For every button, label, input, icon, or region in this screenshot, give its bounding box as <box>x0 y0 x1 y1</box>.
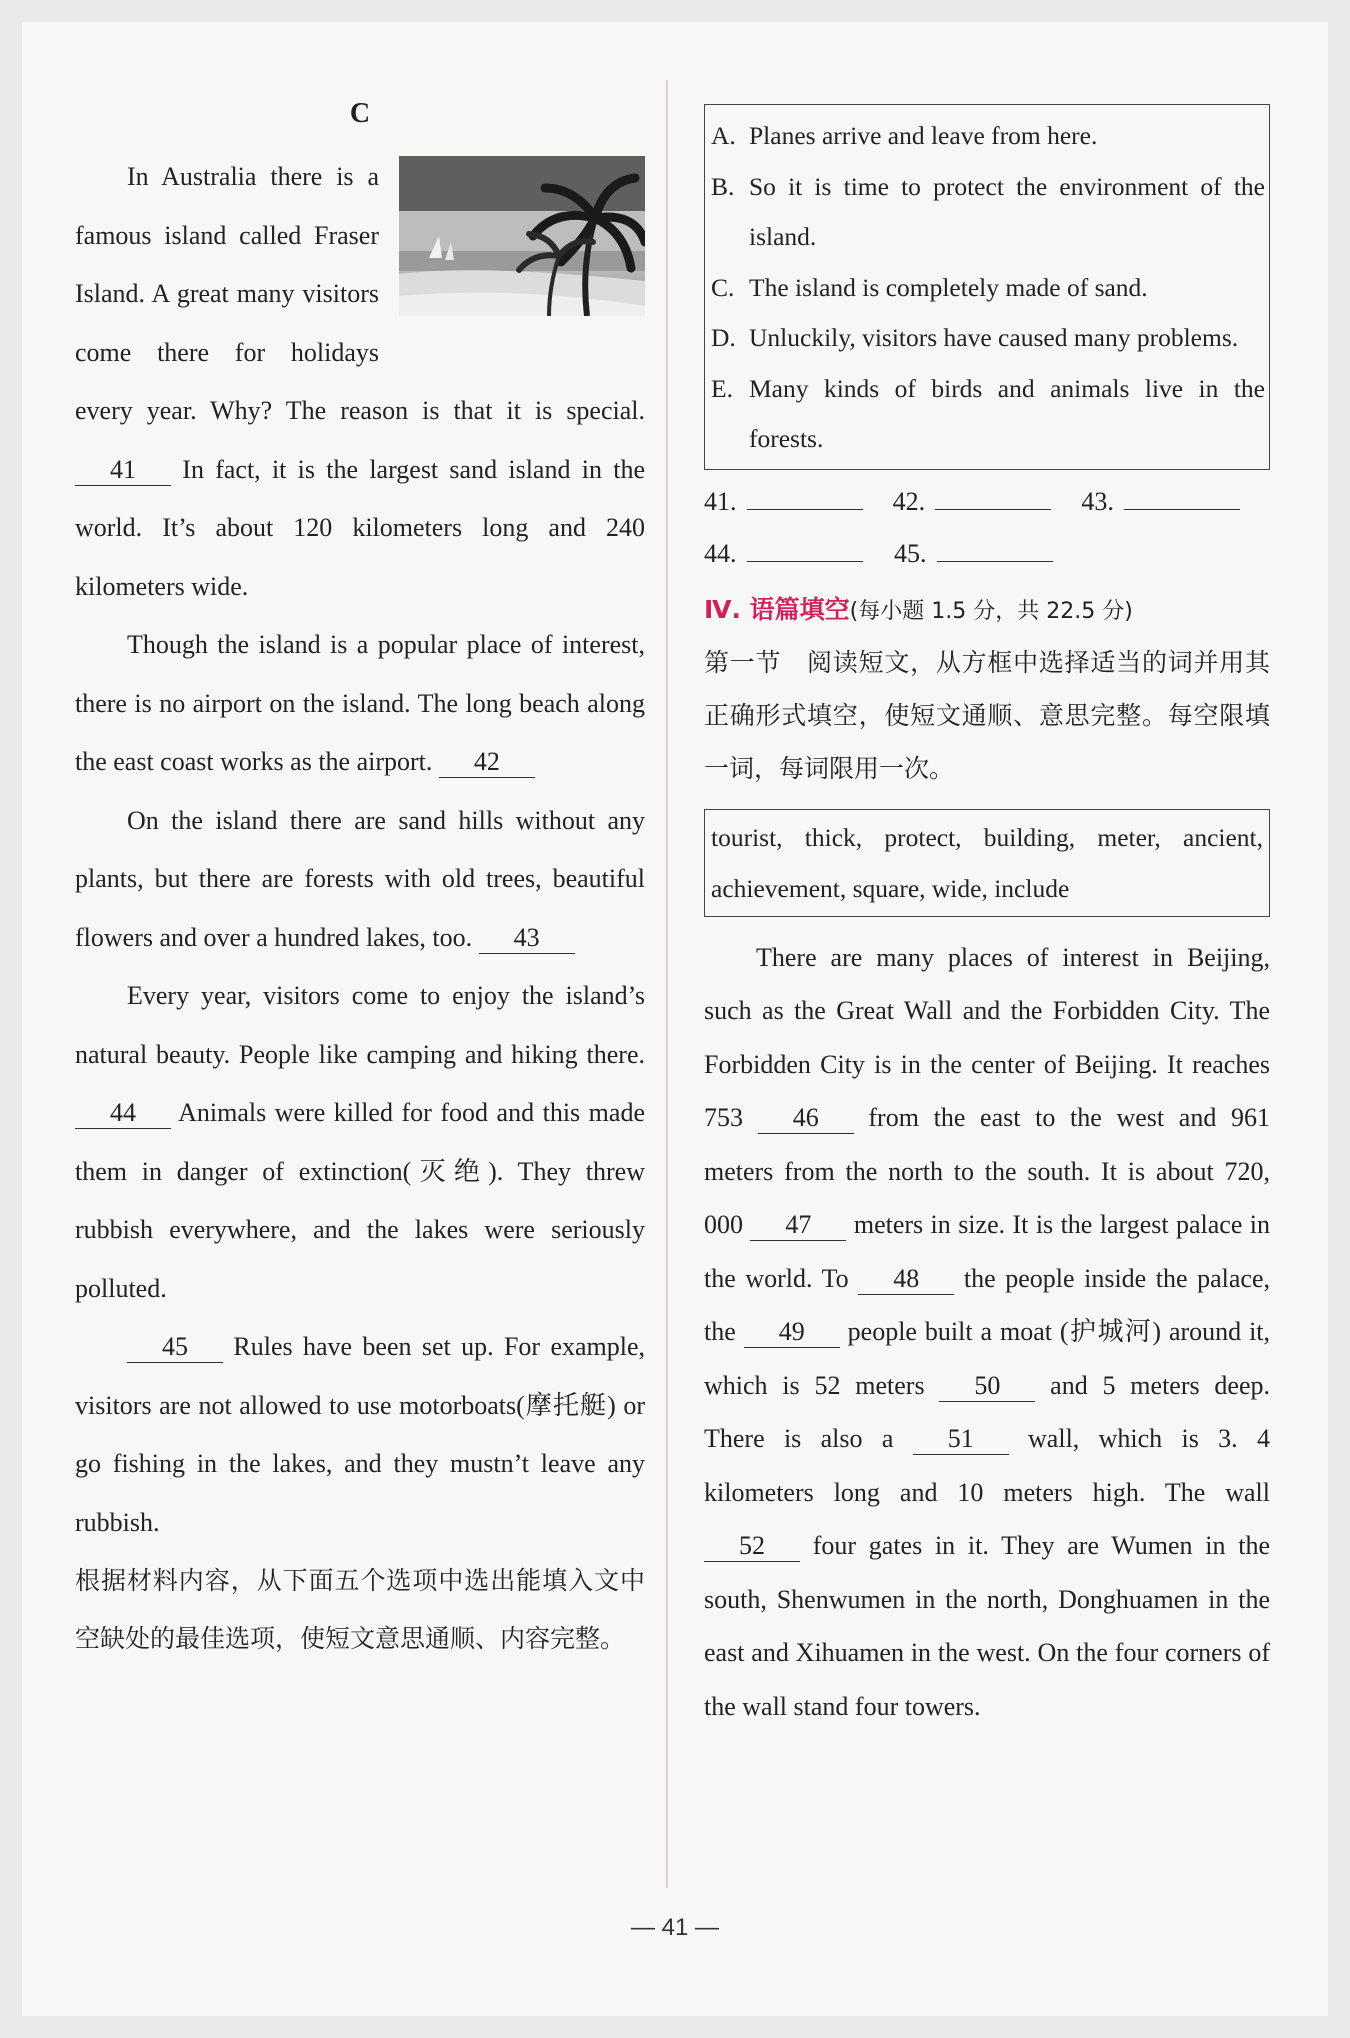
answer-label: 45. <box>894 538 927 568</box>
blank-52[interactable]: 52 <box>704 1531 800 1562</box>
instruction-chinese: 根据材料内容，从下面五个选项中选出能填入文中空缺处的最佳选项，使短文意思通顺、内容完整。 <box>75 1566 645 1653</box>
option-letter: D. <box>711 323 736 352</box>
passage-c-paragraph-5 <box>75 1318 645 1552</box>
blank-46[interactable]: 46 <box>758 1103 854 1134</box>
answer-label: 44. <box>704 538 737 568</box>
option-text: Unluckily, visitors have caused many problems. <box>749 323 1239 352</box>
options-box <box>704 104 1270 470</box>
answer-label: 43. <box>1081 486 1114 516</box>
option-text: Planes arrive and leave from here. <box>749 121 1098 150</box>
option-letter: B. <box>711 171 735 201</box>
answer-44 <box>704 528 894 580</box>
answer-41-line[interactable] <box>747 487 863 510</box>
blank-49[interactable]: 49 <box>744 1317 840 1348</box>
p2-s3: meters in size. It is the largest palace in the world. To <box>704 1210 1271 1293</box>
answer-41 <box>704 476 893 528</box>
p4-text-b: Animals were killed for food and this made them in danger of extinction(灭绝). They threw rubbish everywhere, and the lakes were seriously polluted. <box>75 1098 645 1303</box>
section-4-score-note: (每小题 1.5 分，共 22.5 分) <box>849 598 1133 624</box>
answer-42 <box>893 476 1082 528</box>
section-4-heading <box>704 586 1270 636</box>
blank-45[interactable]: 45 <box>127 1332 223 1363</box>
blank-47[interactable]: 47 <box>750 1210 846 1241</box>
beach-palm-photo <box>399 156 645 316</box>
blank-48[interactable]: 48 <box>858 1264 954 1295</box>
answer-43-line[interactable] <box>1124 487 1240 510</box>
option-d <box>711 313 1265 364</box>
p3-text: On the island there are sand hills without any plants, but there are forests with old trees, beautiful flowers and over a hundred lakes, too. <box>75 805 645 952</box>
p2-s7: wall, which is 3. 4 kilometers long and 10 meters high. The wall <box>704 1424 1270 1507</box>
blank-50[interactable]: 50 <box>939 1371 1035 1402</box>
answer-44-line[interactable] <box>747 539 863 562</box>
passage-beijing-paragraph <box>704 931 1270 1734</box>
column-divider <box>666 80 668 1888</box>
passage-beijing <box>704 931 1270 1734</box>
section-4-direction: 第一节 阅读短文，从方框中选择适当的词并用其正确形式填空，使短文通顺、意思完整。每空限填一词，每词限用一次。 <box>704 647 1270 783</box>
p5-text: Rules have been set up. For example, visitors are not allowed to use motorboats(摩托艇) or go fishing in the lakes, and they mustn’t leave any rubbish. <box>75 1332 646 1537</box>
p2-s1: There are many places of interest in Beijing, such as the Great Wall and the Forbidden City. The Forbidden City is in the center of Beijing. It reaches 753 <box>704 942 1270 1132</box>
blank-51[interactable]: 51 <box>913 1424 1009 1455</box>
option-c <box>711 263 1265 314</box>
option-text: So it is time to protect the environment of the island. <box>749 171 1265 251</box>
beach-photo-svg <box>399 156 645 316</box>
section-letter: C <box>349 98 371 129</box>
p2-s6: and 5 meters deep. There is also a <box>704 1370 1270 1453</box>
blank-44[interactable]: 44 <box>75 1098 171 1129</box>
answer-45-line[interactable] <box>937 539 1053 562</box>
blank-42[interactable]: 42 <box>439 747 535 778</box>
answer-45 <box>894 528 1084 580</box>
option-a <box>711 111 1265 162</box>
answer-42-line[interactable] <box>935 487 1051 510</box>
p2-s2: from the east to the west and 961 meters from the north to the south. It is about 720, 000 <box>704 1103 1271 1239</box>
p1-text-a: In Australia there is a famous island called Fraser Island. A great many visitors come there for holidays every year. Why? The reason is that it is special. <box>75 162 645 425</box>
answer-43 <box>1081 476 1270 528</box>
p2-s8: four gates in it. They are Wumen in the south, Shenwumen in the north, Donghuamen in the east and Xihuamen in the west. On the four corners of the wall stand four towers. <box>704 1531 1270 1721</box>
p2-text: Though the island is a popular place of interest, there is no airport on the island. The long beach along the east coast works as the airport. <box>75 630 645 776</box>
passage-c-paragraph-2 <box>75 616 645 792</box>
p1-text-b: In fact, it is the largest sand island in the world. It’s about 120 kilometers long and 240 kilometers wide. <box>75 454 645 601</box>
p4-text-a: Every year, visitors come to enjoy the island’s natural beauty. People like camping and hiking there. <box>75 981 645 1069</box>
answer-row-1 <box>704 476 1270 528</box>
answer-label: 41. <box>704 486 737 516</box>
passage-c-paragraph-4 <box>75 967 645 1318</box>
right-column <box>704 104 1270 1733</box>
p2-s5: people built a moat (护城河) around it, which is 52 meters <box>704 1317 1271 1400</box>
page-number: — 41 — <box>630 1914 720 1941</box>
option-e <box>711 364 1265 465</box>
option-letter: A. <box>711 121 736 150</box>
option-letter: E. <box>711 373 733 403</box>
passage-c-paragraph-3 <box>75 792 645 968</box>
word-bank-box: tourist, thick, protect, building, meter, ancient, achievement, square, wide, include <box>704 809 1270 917</box>
option-text: The island is completely made of sand. <box>749 272 1148 302</box>
p2-s4: the people inside the palace, the <box>704 1263 1271 1346</box>
answer-row-2 <box>704 528 1270 580</box>
blank-41[interactable]: 41 <box>75 455 171 486</box>
left-column <box>75 98 645 1668</box>
blank-43[interactable]: 43 <box>479 923 575 954</box>
option-b <box>711 162 1265 263</box>
section-4-title: Ⅳ. 语篇填空 <box>704 594 850 624</box>
answer-label: 42. <box>892 486 926 516</box>
option-text: Many kinds of birds and animals live in the forests. <box>749 373 1265 453</box>
option-letter: C. <box>711 272 735 302</box>
